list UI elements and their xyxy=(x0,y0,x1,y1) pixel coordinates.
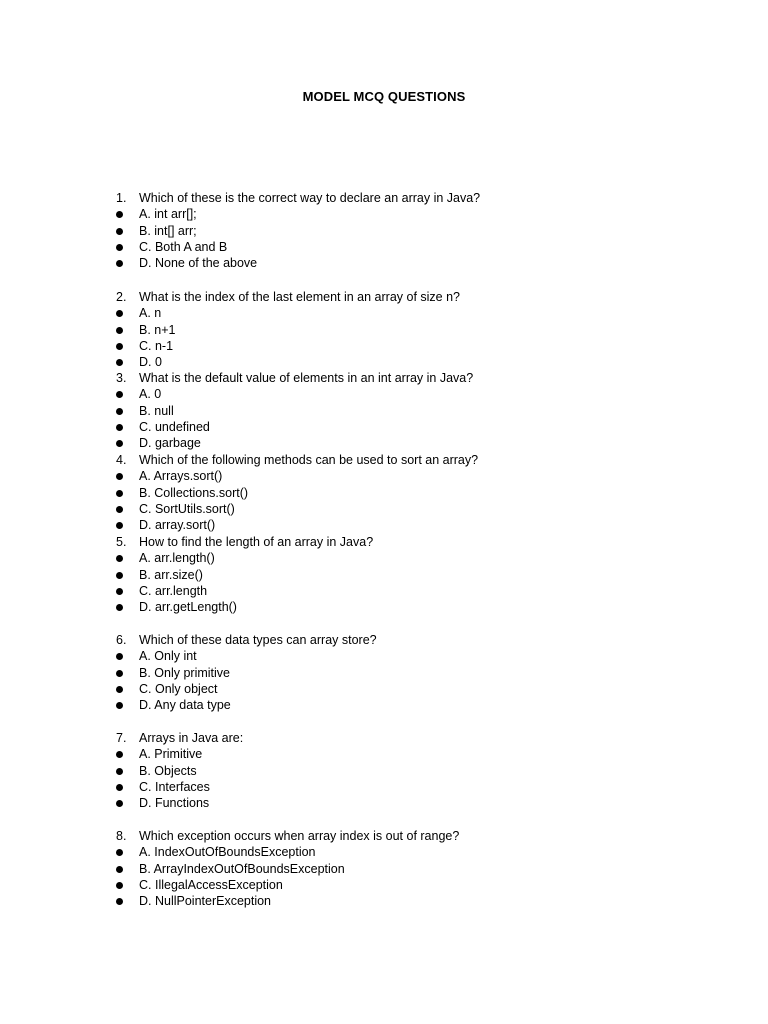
question-1 xyxy=(0,190,640,206)
question-number: 8. xyxy=(116,829,127,843)
option-item xyxy=(0,599,640,615)
question-text: Which exception occurs when array index is out of range? xyxy=(139,829,460,843)
option-item xyxy=(0,435,640,451)
bullet-icon xyxy=(116,800,123,807)
bullet-icon xyxy=(116,211,123,218)
question-number: 2. xyxy=(116,290,127,304)
option-item xyxy=(0,206,640,222)
bullet-icon xyxy=(116,391,123,398)
bullet-icon xyxy=(116,882,123,889)
question-number: 7. xyxy=(116,731,127,745)
bullet-icon xyxy=(116,670,123,677)
option-text: D. 0 xyxy=(139,355,162,370)
option-text: A. arr.length() xyxy=(139,551,215,566)
question-number: 6. xyxy=(116,633,127,647)
bullet-icon xyxy=(116,506,123,513)
option-item xyxy=(0,844,640,860)
question-text: Which of the following methods can be used to sort an array? xyxy=(139,453,479,467)
option-text: B. Collections.sort() xyxy=(139,485,249,500)
bullet-icon xyxy=(116,898,123,905)
bullet-icon xyxy=(116,751,123,758)
question-number: 5. xyxy=(116,535,127,549)
bullet-icon xyxy=(116,343,123,350)
option-item xyxy=(0,354,640,370)
question-text: How to find the length of an array in Java? xyxy=(139,535,374,549)
option-text: A. Arrays.sort() xyxy=(139,469,223,484)
option-item xyxy=(0,567,640,583)
option-item xyxy=(0,583,640,599)
bullet-icon xyxy=(116,604,123,611)
option-item xyxy=(0,893,640,909)
bullet-icon xyxy=(116,228,123,235)
bullet-icon xyxy=(116,768,123,775)
option-item xyxy=(0,338,640,354)
option-item xyxy=(0,795,640,811)
question-3 xyxy=(0,370,640,386)
option-item xyxy=(0,485,640,501)
option-item xyxy=(0,517,640,533)
bullet-icon xyxy=(116,572,123,579)
option-text: B. ArrayIndexOutOfBoundsException xyxy=(139,861,345,876)
option-item xyxy=(0,681,640,697)
option-item xyxy=(0,223,640,239)
option-text: A. Primitive xyxy=(139,747,203,762)
bullet-icon xyxy=(116,327,123,334)
option-text: A. Only int xyxy=(139,649,197,664)
question-text: Arrays in Java are: xyxy=(139,731,244,745)
question-text: What is the default value of elements in an int array in Java? xyxy=(139,371,474,385)
option-text: C. arr.length xyxy=(139,583,208,598)
option-item xyxy=(0,861,640,877)
question-number: 4. xyxy=(116,453,127,467)
option-text: D. NullPointerException xyxy=(139,894,272,909)
option-item xyxy=(0,779,640,795)
bullet-icon xyxy=(116,359,123,366)
bullet-icon xyxy=(116,260,123,267)
bullet-icon xyxy=(116,866,123,873)
option-item xyxy=(0,550,640,566)
option-item xyxy=(0,386,640,402)
bullet-icon xyxy=(116,588,123,595)
option-text: A. IndexOutOfBoundsException xyxy=(139,845,316,860)
option-text: B. Only primitive xyxy=(139,665,230,680)
bullet-icon xyxy=(116,490,123,497)
option-text: D. garbage xyxy=(139,436,201,451)
option-item xyxy=(0,239,640,255)
option-text: B. arr.size() xyxy=(139,567,203,582)
question-number: 1. xyxy=(116,191,127,205)
option-item xyxy=(0,322,640,338)
question-number: 3. xyxy=(116,371,127,385)
bullet-icon xyxy=(116,702,123,709)
option-item xyxy=(0,419,640,435)
option-item xyxy=(0,746,640,762)
option-text: B. null xyxy=(139,403,174,418)
option-text: D. arr.getLength() xyxy=(139,600,237,615)
option-item xyxy=(0,665,640,681)
option-text: C. SortUtils.sort() xyxy=(139,501,235,516)
bullet-icon xyxy=(116,440,123,447)
option-text: D. None of the above xyxy=(139,256,258,271)
question-5 xyxy=(0,534,640,550)
option-text: C. IllegalAccessException xyxy=(139,877,283,892)
option-item xyxy=(0,763,640,779)
bullet-icon xyxy=(116,653,123,660)
bullet-icon xyxy=(116,555,123,562)
option-text: D. array.sort() xyxy=(139,518,216,533)
bullet-icon xyxy=(116,473,123,480)
bullet-icon xyxy=(116,849,123,856)
option-item xyxy=(0,468,640,484)
bullet-icon xyxy=(116,244,123,251)
bullet-icon xyxy=(116,522,123,529)
option-text: B. n+1 xyxy=(139,322,176,337)
question-6 xyxy=(0,632,640,648)
option-text: C. n-1 xyxy=(139,338,174,353)
question-8 xyxy=(0,828,640,844)
option-text: C. Both A and B xyxy=(139,239,228,254)
option-item xyxy=(0,501,640,517)
question-2 xyxy=(0,289,640,305)
question-text: Which of these data types can array store? xyxy=(139,633,377,647)
option-text: B. Objects xyxy=(139,763,197,778)
question-text: What is the index of the last element in an array of size n? xyxy=(139,290,461,304)
option-text: A. 0 xyxy=(139,387,162,402)
bullet-icon xyxy=(116,310,123,317)
document-title: MODEL MCQ QUESTIONS xyxy=(302,89,466,104)
question-text: Which of these is the correct way to declare an array in Java? xyxy=(139,191,481,205)
bullet-icon xyxy=(116,424,123,431)
option-item xyxy=(0,403,640,419)
question-7 xyxy=(0,730,640,746)
option-text: B. int[] arr; xyxy=(139,223,197,238)
bullet-icon xyxy=(116,408,123,415)
option-item xyxy=(0,697,640,713)
option-item xyxy=(0,648,640,664)
option-text: C. undefined xyxy=(139,419,210,434)
question-4 xyxy=(0,452,640,468)
bullet-icon xyxy=(116,784,123,791)
bullet-icon xyxy=(116,686,123,693)
option-text: C. Interfaces xyxy=(139,779,210,794)
option-text: C. Only object xyxy=(139,681,218,696)
option-text: A. n xyxy=(139,306,162,321)
option-text: A. int arr[]; xyxy=(139,207,197,222)
option-text: D. Functions xyxy=(139,796,210,811)
option-text: D. Any data type xyxy=(139,698,231,713)
option-item xyxy=(0,877,640,893)
option-item xyxy=(0,305,640,321)
option-item xyxy=(0,255,640,271)
